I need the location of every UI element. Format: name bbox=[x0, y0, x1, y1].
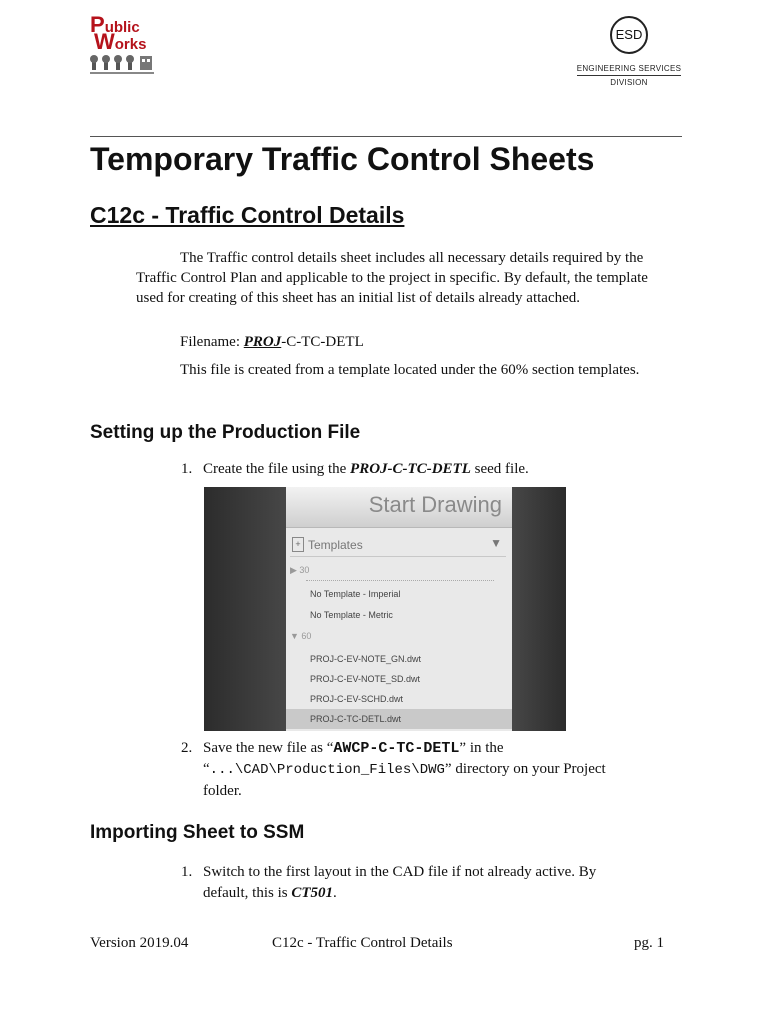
step-text: Create the file using the bbox=[203, 461, 351, 477]
step-number: 1. bbox=[181, 461, 193, 477]
logo-cap-w: W bbox=[94, 29, 115, 54]
template-item[interactable]: No Template - Imperial bbox=[310, 589, 401, 599]
step-text-line2: default, this is bbox=[203, 885, 292, 901]
footer-version: Version 2019.04 bbox=[90, 935, 189, 951]
esd-line1: ENGINEERING SERVICES bbox=[576, 64, 682, 73]
template-note: This file is created from a template located under the 60% section templates. bbox=[180, 362, 640, 378]
filename-emphasis: PROJ bbox=[243, 334, 282, 350]
header-divider bbox=[90, 136, 682, 137]
step-text: Switch to the first layout in the CAD file if not already active. By bbox=[203, 864, 597, 880]
step-text-end: ” directory on your Project bbox=[444, 761, 606, 777]
section-divider bbox=[306, 580, 494, 581]
start-drawing-title: Start Drawing bbox=[368, 492, 502, 517]
section-30-toggle[interactable]: ▶ 30 bbox=[290, 565, 310, 575]
step-number: 1. bbox=[181, 864, 193, 880]
quote-open: “ bbox=[203, 761, 210, 777]
page-title: Temporary Traffic Control Sheets bbox=[90, 141, 595, 177]
esd-line2: DIVISION bbox=[610, 78, 648, 87]
ssm-heading: Importing Sheet to SSM bbox=[90, 822, 305, 843]
filename-rest: -C-TC-DETL bbox=[281, 334, 364, 350]
esd-divider bbox=[577, 75, 681, 76]
city-skyline-icon bbox=[90, 52, 156, 78]
setup-heading: Setting up the Production File bbox=[90, 422, 361, 443]
step-text: Save the new file as “ bbox=[203, 740, 334, 756]
step-number: 2. bbox=[181, 740, 193, 756]
templates-dropdown-label: Templates bbox=[308, 538, 363, 552]
esd-circle-mark: ESD bbox=[610, 16, 648, 54]
logo-word-works: orks bbox=[114, 36, 147, 53]
directory-path: ...\CAD\Production_Files\DWG bbox=[209, 762, 445, 778]
step-text-mid: ” in the bbox=[459, 740, 504, 756]
template-item[interactable]: PROJ-C-EV-NOTE_SD.dwt bbox=[310, 674, 421, 684]
template-item[interactable]: PROJ-C-EV-NOTE_GN.dwt bbox=[310, 654, 422, 664]
template-item-selected[interactable]: PROJ-C-TC-DETL.dwt bbox=[286, 709, 512, 729]
seed-file-name: PROJ-C-TC-DETL bbox=[350, 461, 471, 477]
logo-word-public: ublic bbox=[104, 19, 140, 36]
save-as-filename: AWCP-C-TC-DETL bbox=[333, 740, 460, 757]
public-works-logo bbox=[90, 12, 156, 82]
step-text-line3: folder. bbox=[203, 783, 242, 799]
filename-label: Filename: bbox=[180, 334, 244, 350]
screenshot-left-background bbox=[204, 487, 286, 731]
template-file-icon: + bbox=[292, 537, 304, 552]
panel-header bbox=[286, 487, 512, 528]
logo-cap-p: P bbox=[90, 12, 105, 37]
ssm-step-1 bbox=[181, 862, 681, 904]
start-drawing-panel bbox=[286, 487, 512, 731]
section-title: C12c - Traffic Control Details bbox=[90, 202, 405, 228]
setup-step-2 bbox=[181, 738, 681, 802]
templates-dropdown[interactable] bbox=[290, 534, 506, 557]
filename-line bbox=[180, 332, 364, 352]
dropdown-caret-icon[interactable]: ▼ bbox=[490, 536, 502, 550]
section-60-toggle[interactable]: ▼ 60 bbox=[290, 631, 312, 641]
footer-page-number: pg. 1 bbox=[634, 935, 664, 951]
footer-section: C12c - Traffic Control Details bbox=[272, 935, 453, 951]
step-text-end: seed file. bbox=[470, 461, 529, 477]
layout-name: CT501 bbox=[291, 885, 333, 901]
intro-paragraph: The Traffic control details sheet includes all necessary details required by the Traffic Control Plan and applicable to the project in specific. By default, the template used for creating of this sheet has an initial list of details already attached. bbox=[136, 250, 648, 306]
screenshot-right-background bbox=[512, 487, 566, 731]
setup-step-1 bbox=[181, 459, 529, 480]
esd-logo bbox=[570, 16, 688, 90]
step-text-end: . bbox=[333, 885, 337, 901]
start-drawing-screenshot bbox=[204, 487, 566, 731]
template-item[interactable]: No Template - Metric bbox=[310, 610, 393, 620]
template-item[interactable]: PROJ-C-EV-SCHD.dwt bbox=[310, 694, 404, 704]
